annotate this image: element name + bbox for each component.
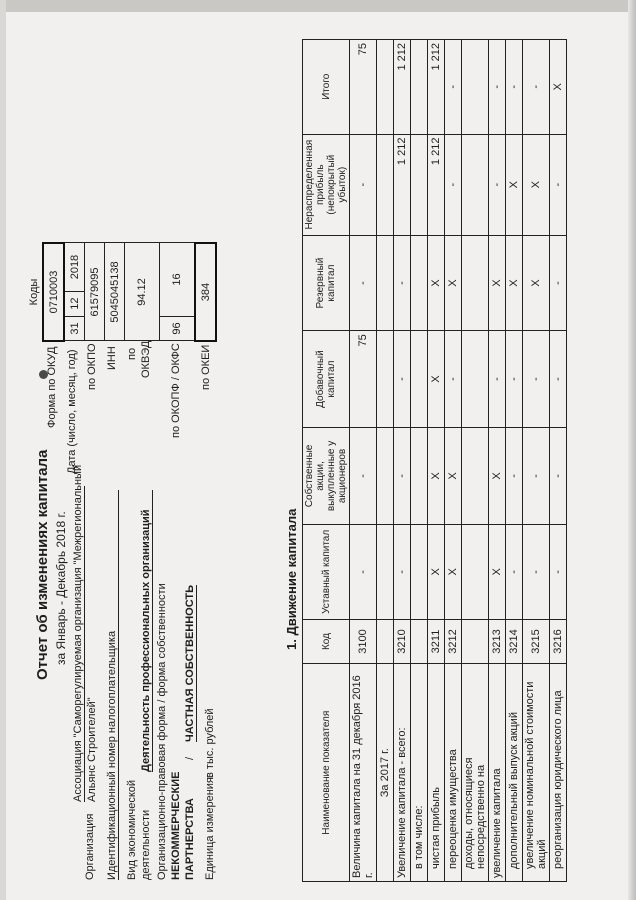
row-value [377,331,394,428]
row-code: 3213 [489,619,506,664]
date-day: 31 [64,316,85,341]
row-value [411,427,428,524]
org-name-cont: Альянс Строителей" [86,697,98,802]
activity-label-2: деятельности [140,809,152,880]
row-value: - [506,427,523,524]
okved-label-2: ОКВЭД [140,340,152,378]
col-header-treasury: Собственные акции, выкупленные у акционеров [303,427,350,524]
row-value: 75 [350,40,377,135]
row-value [377,525,394,620]
okei-code: 384 [195,243,216,341]
okved-code: 94.12 [125,243,160,341]
row-value: - [350,525,377,620]
table-row [489,40,506,882]
row-name: дополнительный выпуск акций [506,664,523,882]
date-year: 2018 [64,243,85,291]
row-value [411,331,428,428]
date-month: 12 [64,291,85,316]
row-code: 3100 [350,619,377,664]
date-label: Дата (число, месяц, год) [66,349,78,474]
org-name: Ассоциация "Саморегулируемая организация "Межрегиональный [72,464,84,802]
row-value: X [506,134,523,235]
col-header-authorized: Уставный капитал [303,525,350,620]
row-value: X [428,331,445,428]
row-code: 3210 [394,619,411,664]
row-value: - [506,331,523,428]
table-row [523,40,550,882]
unit-label: Единица измерения: [204,774,216,880]
row-value: X [428,235,445,331]
row-value: - [394,427,411,524]
row-value: X [550,40,567,135]
row-value [462,427,489,524]
row-value: - [550,525,567,620]
row-value: - [506,525,523,620]
row-code: 3215 [523,619,550,664]
document-page [22,30,622,890]
row-name: Величина капитала на 31 декабря 2016 г. [350,664,377,882]
row-value: X [428,525,445,620]
row-value: - [550,134,567,235]
table-row [394,40,411,882]
row-code: 3211 [428,619,445,664]
row-value [462,235,489,331]
legal-form-separator: / [184,756,196,760]
row-value: - [506,40,523,135]
row-value [462,525,489,620]
scan-edge [0,0,6,900]
row-value: 1 212 [394,40,411,135]
col-header-code: Код [303,619,350,664]
inn-label: ИНН [106,346,118,370]
col-header-additional: Добавочный капитал [303,331,350,428]
row-value [462,134,489,235]
scan-edge [0,0,636,12]
row-value: - [550,235,567,331]
table-row [445,40,462,882]
legal-form-value-cont: ПАРТНЕРСТВА [184,798,196,880]
legal-form-value: НЕКОММЕРЧЕСКИЕ [170,771,182,880]
row-code [462,619,489,664]
okud-code: 0710003 [43,243,64,341]
row-value: - [394,235,411,331]
row-value: X [445,525,462,620]
okfs-code: 16 [160,243,196,316]
inn-text: Идентификационный номер налогоплательщика [106,490,119,880]
activity-value: Деятельность профессиональных организаций [140,490,153,772]
row-value: - [489,40,506,135]
row-value: - [523,427,550,524]
row-name: За 2017 г. [377,664,394,882]
okopf-label: по ОКОПФ / ОКФС [170,343,182,438]
table-row [462,40,489,882]
row-value: - [445,40,462,135]
scan-edge [628,0,636,900]
row-value: X [489,525,506,620]
row-name: реорганизация юридического лица [550,664,567,882]
row-value: - [350,235,377,331]
table-row [428,40,445,882]
page-title: Отчет об изменениях капитала [34,449,51,680]
row-value: - [523,331,550,428]
row-value [411,134,428,235]
row-value: X [428,427,445,524]
codes-table [42,242,217,342]
row-value: 1 212 [428,40,445,135]
row-code: 3212 [445,619,462,664]
col-header-name: Наименование показателя [303,664,350,882]
row-code [377,619,394,664]
row-value: - [550,427,567,524]
org-label: Организация [84,813,96,880]
row-value: 75 [350,331,377,428]
row-value: X [489,235,506,331]
okopf-code: 96 [160,316,196,341]
row-name: увеличение номинальной стоимости акций [523,664,550,882]
okei-label: по ОКЕИ [200,344,212,390]
okpo-code: 61579095 [85,243,105,341]
col-header-retained: Нераспределенная прибыль (непокрытый убыток) [303,134,350,235]
row-value: 1 212 [428,134,445,235]
row-code [411,619,428,664]
unit-value: в тыс. рублей [204,708,216,778]
table-row [506,40,523,882]
row-name: переоценка имущества [445,664,462,882]
row-value: X [506,235,523,331]
legal-form-label: Организационно-правовая форма / форма собственности [156,583,168,880]
row-value: - [550,331,567,428]
okpo-label: по ОКПО [86,343,98,390]
codes-header: Коды [28,278,40,306]
row-name: Увеличение капитала - всего: [394,664,411,882]
row-value: X [445,235,462,331]
row-code: 3214 [506,619,523,664]
row-value [462,331,489,428]
row-value [377,427,394,524]
okved-label-1: по [126,347,138,360]
okud-label: Форма по ОКУД [46,346,58,428]
row-value: - [394,525,411,620]
row-value: X [445,427,462,524]
row-value: - [350,427,377,524]
row-value: - [523,525,550,620]
row-value: X [523,235,550,331]
row-value: 1 212 [394,134,411,235]
row-value [411,525,428,620]
row-value: X [489,427,506,524]
row-name: в том числе: [411,664,428,882]
row-value [377,134,394,235]
row-value: X [523,134,550,235]
row-value [377,40,394,135]
col-header-total: Итого [303,40,350,135]
row-value [411,235,428,331]
row-value: - [445,134,462,235]
table-row [350,40,377,882]
capital-movement-table [302,39,567,882]
inn-code: 5045045138 [105,243,125,341]
row-name: чистая прибыль [428,664,445,882]
row-value: - [350,134,377,235]
row-value: - [523,40,550,135]
section-title: 1. Движение капитала [284,508,299,650]
row-value [377,235,394,331]
row-value: - [394,331,411,428]
col-header-reserve: Резервный капитал [303,235,350,331]
row-value: - [489,331,506,428]
ownership-value: ЧАСТНАЯ СОБСТВЕННОСТЬ [184,584,196,742]
table-row [377,40,394,882]
row-value: - [445,331,462,428]
table-row [550,40,567,882]
row-name: доходы, относящиеся непосредственно на [462,664,489,882]
row-value: - [489,134,506,235]
row-code: 3216 [550,619,567,664]
activity-label-1: Вид экономической [126,779,138,880]
report-period: за Январь - Декабрь 2018 г. [54,511,68,665]
table-row [411,40,428,882]
row-value [462,40,489,135]
row-value [411,40,428,135]
row-name: увеличение капитала [489,664,506,882]
